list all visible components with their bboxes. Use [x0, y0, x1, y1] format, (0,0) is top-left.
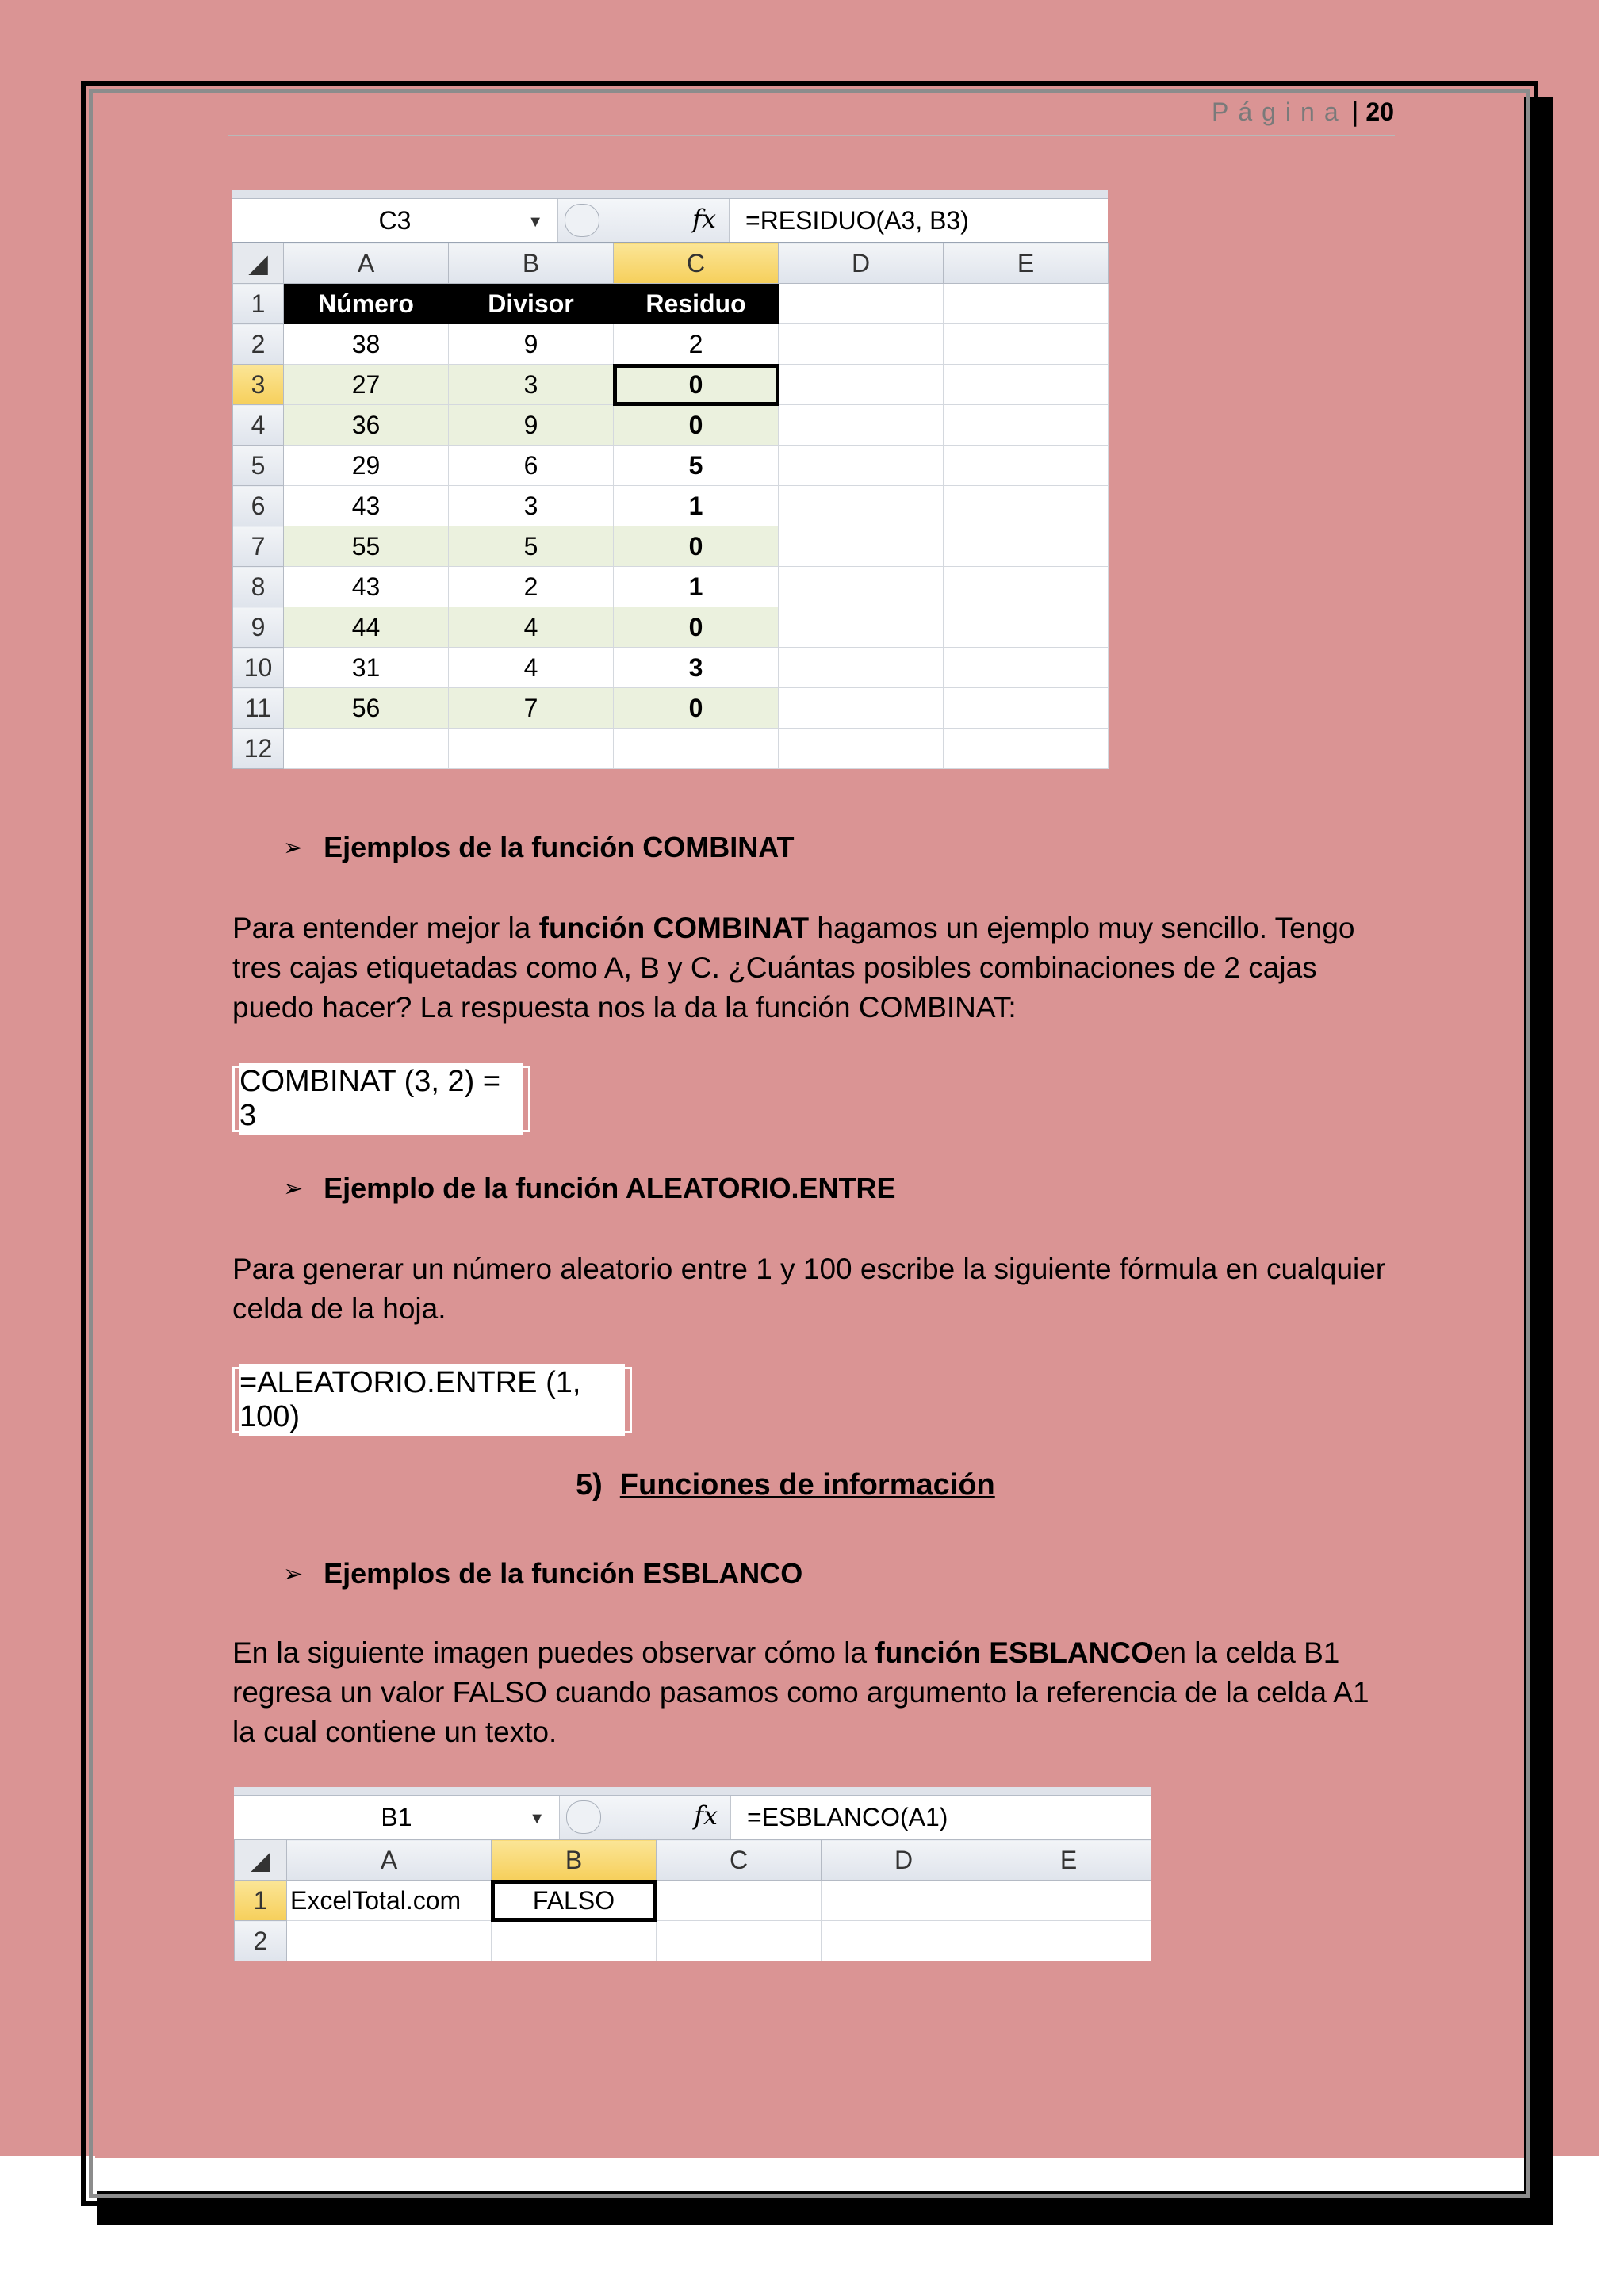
- cell-c2[interactable]: 2: [614, 324, 779, 365]
- row-header[interactable]: 3: [233, 365, 284, 405]
- cell-b2[interactable]: [492, 1921, 657, 1961]
- cell-d7[interactable]: [779, 526, 944, 567]
- cell-b7[interactable]: 5: [449, 526, 614, 567]
- aleatorio-formula: =ALEATORIO.ENTRE (1, 100): [239, 1364, 625, 1436]
- cell-d12[interactable]: [779, 729, 944, 769]
- cell-e1[interactable]: [986, 1881, 1151, 1921]
- cell-a10[interactable]: 31: [284, 648, 449, 688]
- cell-b9[interactable]: 4: [449, 607, 614, 648]
- formula-round-icon: [566, 1800, 601, 1834]
- column-header-c[interactable]: C: [614, 243, 779, 284]
- table-row: [233, 526, 1109, 567]
- cell-c7[interactable]: 0: [614, 526, 779, 567]
- combinat-heading: [283, 831, 795, 864]
- page-number: 20: [1365, 97, 1394, 126]
- cell-e2[interactable]: [986, 1921, 1151, 1961]
- fx-icon[interactable]: fx: [692, 204, 716, 234]
- formula-bar: [232, 199, 1108, 243]
- cell-a5[interactable]: 29: [284, 446, 449, 486]
- cell-d11[interactable]: [779, 688, 944, 729]
- cell-d4[interactable]: [779, 405, 944, 446]
- cell-d10[interactable]: [779, 648, 944, 688]
- ribbon-edge: [234, 1787, 1151, 1796]
- table-row: [233, 648, 1109, 688]
- formula-round-icon: [565, 204, 599, 237]
- combinat-paragraph-bold: función COMBINAT: [538, 912, 810, 944]
- cell-d9[interactable]: [779, 607, 944, 648]
- select-all-corner[interactable]: ◢: [233, 243, 284, 284]
- excel-residuo-screenshot: [232, 190, 1108, 769]
- table-row: [233, 365, 1109, 405]
- select-all-corner[interactable]: ◢: [235, 1840, 287, 1881]
- cell-a1[interactable]: Número: [284, 284, 449, 324]
- aleatorio-formula-box: [232, 1367, 632, 1433]
- cell-e3[interactable]: [944, 365, 1109, 405]
- cell-b8[interactable]: 2: [449, 567, 614, 607]
- cell-d2[interactable]: [779, 324, 944, 365]
- formula-bar: [234, 1796, 1151, 1839]
- column-header-b[interactable]: B: [449, 243, 614, 284]
- arrow-bullet-icon: ➢: [283, 1175, 304, 1202]
- row-header[interactable]: 2: [233, 324, 284, 365]
- cell-e5[interactable]: [944, 446, 1109, 486]
- table-row: [235, 1881, 1151, 1921]
- row-header[interactable]: 7: [233, 526, 284, 567]
- formula-controls: [558, 199, 730, 242]
- cell-a2[interactable]: 38: [284, 324, 449, 365]
- cell-b3[interactable]: 3: [449, 365, 614, 405]
- cell-c4[interactable]: 0: [614, 405, 779, 446]
- row-header[interactable]: 8: [233, 567, 284, 607]
- table-row: [235, 1921, 1151, 1961]
- table-row: [233, 688, 1109, 729]
- cell-b10[interactable]: 4: [449, 648, 614, 688]
- arrow-bullet-icon: ➢: [283, 1560, 304, 1587]
- chevron-down-icon[interactable]: ▼: [529, 1810, 545, 1827]
- cell-d5[interactable]: [779, 446, 944, 486]
- page-header: [1212, 97, 1394, 127]
- cell-e11[interactable]: [944, 688, 1109, 729]
- table-row: [233, 729, 1109, 769]
- cell-d8[interactable]: [779, 567, 944, 607]
- table-row: [233, 284, 1109, 324]
- section-number: 5): [576, 1468, 603, 1502]
- table-row: [233, 607, 1109, 648]
- combinat-paragraph-end: hagamos un ejemplo muy sencillo. Tengo tres cajas etiquetadas como A, B y C. ¿Cuántas posibles combinaciones de 2 cajas puedo hacer? La respuesta nos la da la función COMBINAT:: [232, 912, 1355, 1024]
- cell-b1[interactable]: FALSO: [492, 1881, 657, 1921]
- name-box[interactable]: [232, 199, 558, 242]
- esblanco-paragraph-start: En la siguiente imagen puedes observar cómo la: [232, 1636, 875, 1669]
- header-separator: |: [1350, 97, 1360, 127]
- cell-c2[interactable]: [657, 1921, 822, 1961]
- section-title: Funciones de información: [619, 1468, 995, 1502]
- spreadsheet-grid: [234, 1839, 1151, 1961]
- row-header[interactable]: 11: [233, 688, 284, 729]
- cell-c12[interactable]: [614, 729, 779, 769]
- fx-icon[interactable]: fx: [694, 1800, 718, 1831]
- cell-c11[interactable]: 0: [614, 688, 779, 729]
- esblanco-paragraph: [232, 1633, 1398, 1752]
- row-header[interactable]: 9: [233, 607, 284, 648]
- aleatorio-paragraph: Para generar un número aleatorio entre 1 y 100 escribe la siguiente fórmula en cualquier celda de la hoja.: [232, 1253, 1386, 1325]
- row-header[interactable]: 5: [233, 446, 284, 486]
- combinat-formula-box: [232, 1066, 530, 1132]
- cell-d2[interactable]: [822, 1921, 986, 1961]
- cell-b6[interactable]: 3: [449, 486, 614, 526]
- combinat-heading-text: Ejemplos de la función COMBINAT: [324, 831, 795, 863]
- cell-a9[interactable]: 44: [284, 607, 449, 648]
- row-header[interactable]: 12: [233, 729, 284, 769]
- aleatorio-heading: [283, 1172, 896, 1205]
- column-header-e[interactable]: E: [944, 243, 1109, 284]
- column-header-a[interactable]: A: [284, 243, 449, 284]
- row-header[interactable]: 1: [233, 284, 284, 324]
- formula-input[interactable]: =RESIDUO(A3, B3): [745, 205, 969, 235]
- page-bottom-strip: [95, 2158, 1524, 2191]
- cell-c10[interactable]: 3: [614, 648, 779, 688]
- combinat-paragraph-start: Para entender mejor la: [232, 912, 539, 944]
- cell-d1[interactable]: [822, 1881, 986, 1921]
- formula-input[interactable]: =ESBLANCO(A1): [747, 1802, 948, 1831]
- column-header-row: [233, 243, 1109, 284]
- cell-a6[interactable]: 43: [284, 486, 449, 526]
- ribbon-edge: [232, 190, 1108, 199]
- column-header-b[interactable]: B: [492, 1840, 657, 1881]
- cell-e12[interactable]: [944, 729, 1109, 769]
- combinat-paragraph: [232, 909, 1398, 1027]
- cell-d6[interactable]: [779, 486, 944, 526]
- header-rule: [228, 135, 1395, 136]
- name-box-value: B1: [381, 1802, 412, 1831]
- cell-d3[interactable]: [779, 365, 944, 405]
- cell-c3[interactable]: 0: [614, 365, 779, 405]
- chevron-down-icon[interactable]: ▼: [527, 213, 543, 231]
- cell-c8[interactable]: 1: [614, 567, 779, 607]
- column-header-a[interactable]: A: [287, 1840, 492, 1881]
- cell-b1[interactable]: Divisor: [449, 284, 614, 324]
- section-heading: [576, 1468, 995, 1502]
- cell-b5[interactable]: 6: [449, 446, 614, 486]
- column-header-e[interactable]: E: [986, 1840, 1151, 1881]
- cell-e9[interactable]: [944, 607, 1109, 648]
- cell-a2[interactable]: [287, 1921, 492, 1961]
- column-header-c[interactable]: C: [657, 1840, 822, 1881]
- column-header-d[interactable]: D: [779, 243, 944, 284]
- cell-b4[interactable]: 9: [449, 405, 614, 446]
- column-header-d[interactable]: D: [822, 1840, 986, 1881]
- cell-c6[interactable]: 1: [614, 486, 779, 526]
- name-box-value: C3: [378, 205, 412, 235]
- cell-e8[interactable]: [944, 567, 1109, 607]
- cell-e10[interactable]: [944, 648, 1109, 688]
- row-header[interactable]: 10: [233, 648, 284, 688]
- cell-e4[interactable]: [944, 405, 1109, 446]
- cell-a4[interactable]: 36: [284, 405, 449, 446]
- page-label: Página: [1211, 97, 1348, 126]
- cell-a12[interactable]: [284, 729, 449, 769]
- table-row: [233, 324, 1109, 365]
- cell-c1[interactable]: [657, 1881, 822, 1921]
- table-row: [233, 446, 1109, 486]
- table-row: [233, 567, 1109, 607]
- esblanco-paragraph-end: en la celda B1 regresa un valor FALSO cuando pasamos como argumento la referencia de la celda A1 la cual contiene un texto.: [232, 1636, 1369, 1748]
- column-header-row: [235, 1840, 1151, 1881]
- cell-e7[interactable]: [944, 526, 1109, 567]
- row-header[interactable]: 6: [233, 486, 284, 526]
- row-header[interactable]: 4: [233, 405, 284, 446]
- row-header[interactable]: 1: [235, 1881, 287, 1921]
- cell-b12[interactable]: [449, 729, 614, 769]
- formula-controls: [560, 1796, 731, 1839]
- cell-a11[interactable]: 56: [284, 688, 449, 729]
- spreadsheet-grid: [232, 243, 1109, 769]
- cell-a3[interactable]: 27: [284, 365, 449, 405]
- cell-c9[interactable]: 0: [614, 607, 779, 648]
- cell-a8[interactable]: 43: [284, 567, 449, 607]
- cell-e2[interactable]: [944, 324, 1109, 365]
- cell-a1[interactable]: ExcelTotal.com: [287, 1881, 492, 1921]
- arrow-bullet-icon: ➢: [283, 834, 304, 861]
- cell-e6[interactable]: [944, 486, 1109, 526]
- row-header[interactable]: 2: [235, 1921, 287, 1961]
- excel-esblanco-screenshot: [234, 1787, 1151, 1961]
- cell-c1[interactable]: Residuo: [614, 284, 779, 324]
- cell-d1[interactable]: [779, 284, 944, 324]
- combinat-formula: COMBINAT (3, 2) = 3: [239, 1063, 523, 1135]
- cell-b11[interactable]: 7: [449, 688, 614, 729]
- cell-a7[interactable]: 55: [284, 526, 449, 567]
- cell-e1[interactable]: [944, 284, 1109, 324]
- name-box[interactable]: [234, 1796, 560, 1839]
- esblanco-heading-text: Ejemplos de la función ESBLANCO: [324, 1557, 803, 1590]
- aleatorio-heading-text: Ejemplo de la función ALEATORIO.ENTRE: [324, 1172, 896, 1204]
- cell-b2[interactable]: 9: [449, 324, 614, 365]
- esblanco-heading: [283, 1557, 802, 1590]
- esblanco-paragraph-bold: función ESBLANCO: [875, 1636, 1154, 1669]
- table-row: [233, 486, 1109, 526]
- cell-c5[interactable]: 5: [614, 446, 779, 486]
- table-row: [233, 405, 1109, 446]
